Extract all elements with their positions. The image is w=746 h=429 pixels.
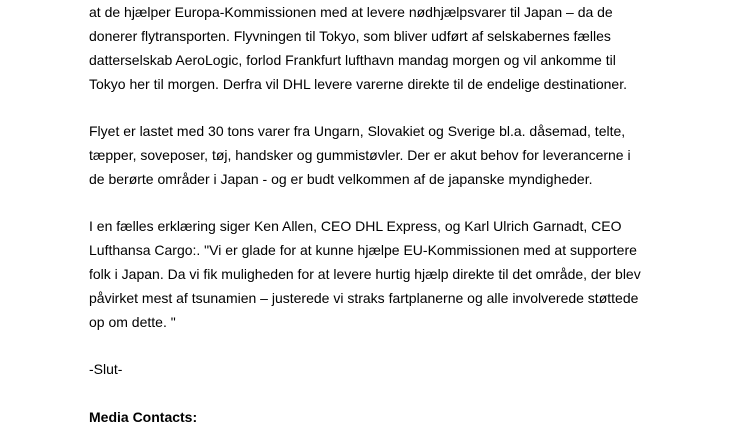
- paragraph-line: folk i Japan. Da vi fik muligheden for at levere hurtig hjælp direkte til det område, der blev: [89, 266, 641, 282]
- paragraph-line: tæpper, soveposer, tøj, handsker og gummistøvler. Der er akut behov for leverancerne i: [89, 147, 631, 163]
- end-marker-text: -Slut-: [89, 361, 123, 377]
- paragraph-line: Flyet er lastet med 30 tons varer fra Ungarn, Slovakiet og Sverige bl.a. dåsemad, telte,: [89, 123, 626, 139]
- paragraph-joint-statement: [89, 214, 641, 334]
- media-contacts-heading-text: Media Contacts:: [89, 409, 198, 425]
- media-contacts-heading: [89, 405, 197, 429]
- paragraph-line: Lufthansa Cargo:. "Vi er glade for at kunne hjælpe EU-Kommissionen med at supportere: [89, 242, 637, 258]
- paragraph-line: påvirket mest af tsunamien – justerede vi straks fartplanerne og alle involverede støttede: [89, 290, 639, 306]
- end-marker: [89, 357, 122, 381]
- paragraph-dhl-lufthansa-intro: [89, 0, 627, 96]
- paragraph-line: I en fælles erklæring siger Ken Allen, CEO DHL Express, og Karl Ulrich Garnadt, CEO: [89, 218, 622, 234]
- paragraph-line: op om dette. ": [89, 314, 176, 330]
- paragraph-line: donerer flytransporten. Flyvningen til Tokyo, som bliver udført af selskabernes fælles: [89, 28, 611, 44]
- paragraph-line: de berørte områder i Japan - og er budt velkommen af de japanske myndigheder.: [89, 171, 593, 187]
- paragraph-line: Tokyo her til morgen. Derfra vil DHL levere varerne direkte til de endelige destinationer.: [89, 76, 627, 92]
- paragraph-cargo-contents: [89, 119, 631, 191]
- paragraph-line: at de hjælper Europa-Kommissionen med at levere nødhjælpsvarer til Japan – da de: [89, 4, 613, 20]
- paragraph-line: datterselskab AeroLogic, forlod Frankfurt lufthavn mandag morgen og vil ankomme til: [89, 52, 616, 68]
